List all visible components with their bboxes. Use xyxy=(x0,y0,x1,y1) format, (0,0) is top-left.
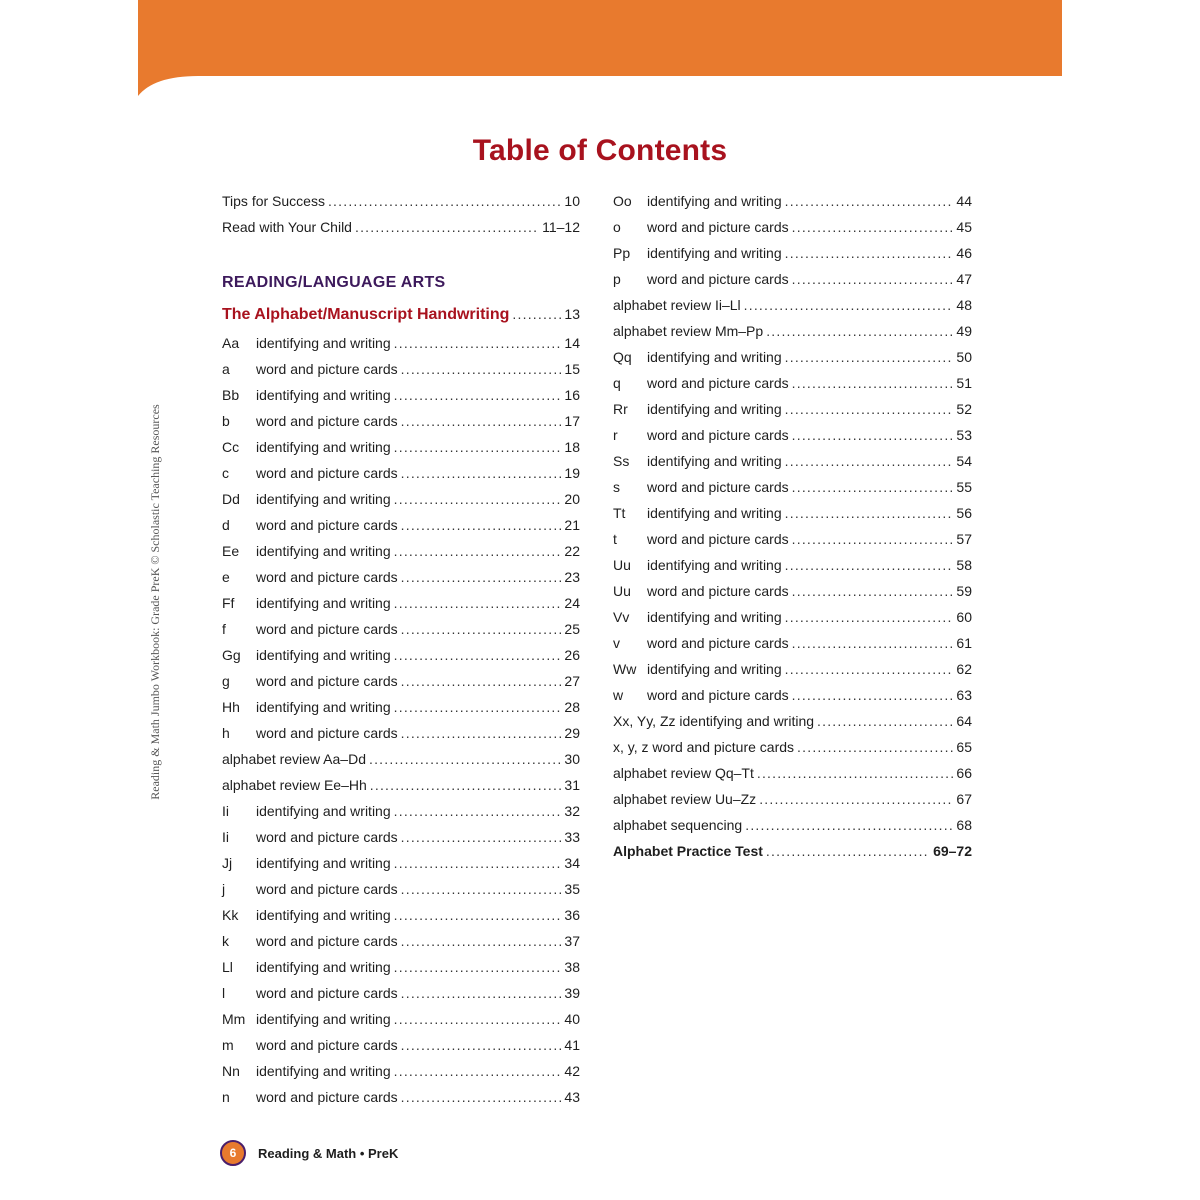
intro-list xyxy=(222,188,580,240)
dot-leader xyxy=(792,266,954,292)
toc-entry[interactable] xyxy=(613,630,972,656)
entry-label: word and picture cards xyxy=(647,375,789,391)
entry-label: alphabet review Mm–Pp xyxy=(613,323,764,339)
toc-entry[interactable] xyxy=(222,1032,580,1058)
entry-letter: w xyxy=(613,687,624,703)
entry-label: identifying and writing xyxy=(256,907,391,923)
entry-page: 42 xyxy=(564,1063,580,1079)
entry-page: 26 xyxy=(564,647,580,663)
toc-entry[interactable] xyxy=(222,486,580,512)
dot-leader xyxy=(401,460,562,486)
entry-label: alphabet review Uu–Zz xyxy=(613,791,757,807)
toc-entry[interactable] xyxy=(613,786,972,812)
entry-label: identifying and writing xyxy=(256,1011,391,1027)
dot-leader xyxy=(401,616,562,642)
entry-page: 18 xyxy=(564,439,580,455)
toc-entry[interactable] xyxy=(613,266,972,292)
toc-entry[interactable] xyxy=(222,642,580,668)
dot-leader xyxy=(766,318,953,344)
toc-entry[interactable] xyxy=(613,318,972,344)
toc-entry[interactable] xyxy=(222,876,580,902)
entry-page: 68 xyxy=(956,817,972,833)
dot-leader xyxy=(785,448,954,474)
entry-letter: Ee xyxy=(222,543,240,559)
entry-letter: s xyxy=(613,479,620,495)
entry-page: 58 xyxy=(956,557,972,573)
entry-page: 27 xyxy=(564,673,580,689)
dot-leader xyxy=(792,526,954,552)
entry-label: word and picture cards xyxy=(256,1089,398,1105)
toc-entry[interactable] xyxy=(613,448,972,474)
entry-label: word and picture cards xyxy=(256,985,398,1001)
entry-page: 35 xyxy=(564,881,580,897)
entry-label: word and picture cards xyxy=(256,465,398,481)
toc-right-column xyxy=(613,188,972,864)
dot-leader xyxy=(785,552,954,578)
dot-leader xyxy=(401,876,562,902)
entry-letter: Ff xyxy=(222,595,235,611)
entry-page: 16 xyxy=(564,387,580,403)
entry-page: 52 xyxy=(956,401,972,417)
dot-leader xyxy=(394,954,562,980)
toc-entry[interactable] xyxy=(613,682,972,708)
toc-left-column xyxy=(222,188,580,1110)
toc-entry[interactable] xyxy=(613,708,972,734)
dot-leader xyxy=(394,642,562,668)
entry-page: 44 xyxy=(956,193,972,209)
dot-leader xyxy=(401,928,562,954)
entry-page: 40 xyxy=(564,1011,580,1027)
subsection-page: 13 xyxy=(564,306,580,322)
toc-entry[interactable] xyxy=(613,240,972,266)
toc-entry[interactable] xyxy=(222,1058,580,1084)
entry-label: alphabet review Ee–Hh xyxy=(222,777,367,793)
dot-leader xyxy=(370,772,562,798)
entry-page: 54 xyxy=(956,453,972,469)
toc-entry[interactable] xyxy=(222,746,580,772)
toc-entry[interactable] xyxy=(613,422,972,448)
toc-entry[interactable] xyxy=(613,552,972,578)
entry-page: 69–72 xyxy=(933,843,972,859)
entry-label: word and picture cards xyxy=(647,271,789,287)
toc-entry[interactable] xyxy=(222,382,580,408)
dot-leader xyxy=(792,370,954,396)
dot-leader xyxy=(401,356,562,382)
entry-label: word and picture cards xyxy=(256,569,398,585)
entry-label: word and picture cards xyxy=(256,621,398,637)
entry-page: 43 xyxy=(564,1089,580,1105)
entry-letter: Bb xyxy=(222,387,240,403)
entry-page: 55 xyxy=(956,479,972,495)
entry-label: identifying and writing xyxy=(647,557,782,573)
footer-text: Reading & Math • PreK xyxy=(258,1145,399,1161)
entry-label: identifying and writing xyxy=(256,491,391,507)
entry-page: 66 xyxy=(956,765,972,781)
entry-page: 39 xyxy=(564,985,580,1001)
entry-page: 14 xyxy=(564,335,580,351)
dot-leader xyxy=(355,214,539,240)
dot-leader xyxy=(401,824,562,850)
entry-page: 57 xyxy=(956,531,972,547)
entry-label: word and picture cards xyxy=(256,413,398,429)
toc-entry[interactable] xyxy=(222,1084,580,1110)
entry-page: 17 xyxy=(564,413,580,429)
toc-entry[interactable] xyxy=(613,604,972,630)
toc-entry[interactable] xyxy=(222,214,580,240)
entry-page: 38 xyxy=(564,959,580,975)
entry-letter: a xyxy=(222,361,230,377)
entry-letter: k xyxy=(222,933,229,949)
entry-letter: Jj xyxy=(222,855,233,871)
entry-label: word and picture cards xyxy=(647,583,789,599)
dot-leader xyxy=(792,578,954,604)
left-entry-list xyxy=(222,330,580,1110)
dot-leader xyxy=(401,668,562,694)
dot-leader xyxy=(792,422,954,448)
dot-leader xyxy=(401,564,562,590)
dot-leader xyxy=(401,1032,562,1058)
toc-entry[interactable] xyxy=(613,838,972,864)
toc-entry[interactable] xyxy=(613,578,972,604)
toc-entry[interactable] xyxy=(222,798,580,824)
entry-page: 59 xyxy=(956,583,972,599)
entry-page: 45 xyxy=(956,219,972,235)
entry-label: identifying and writing xyxy=(647,505,782,521)
entry-page: 30 xyxy=(564,751,580,767)
entry-label: identifying and writing xyxy=(256,543,391,559)
entry-page: 50 xyxy=(956,349,972,365)
entry-page: 67 xyxy=(956,791,972,807)
entry-letter: l xyxy=(222,985,226,1001)
entry-letter: Rr xyxy=(613,401,628,417)
dot-leader xyxy=(785,656,954,682)
entry-page: 41 xyxy=(564,1037,580,1053)
entry-label: word and picture cards xyxy=(256,361,398,377)
entry-letter: d xyxy=(222,517,230,533)
dot-leader xyxy=(512,298,561,330)
entry-label: alphabet review Qq–Tt xyxy=(613,765,754,781)
entry-label: x, y, z word and picture cards xyxy=(613,739,795,755)
entry-label: identifying and writing xyxy=(256,699,391,715)
entry-label: identifying and writing xyxy=(647,453,782,469)
dot-leader xyxy=(394,538,562,564)
entry-letter: Oo xyxy=(613,193,632,209)
dot-leader xyxy=(394,902,562,928)
entry-letter: Nn xyxy=(222,1063,240,1079)
toc-entry[interactable] xyxy=(222,980,580,1006)
entry-letter: r xyxy=(613,427,618,443)
entry-page: 60 xyxy=(956,609,972,625)
entry-label: word and picture cards xyxy=(647,635,789,651)
entry-letter: f xyxy=(222,621,226,637)
section-title: READING/LANGUAGE ARTS xyxy=(222,274,446,291)
entry-label: word and picture cards xyxy=(256,725,398,741)
toc-entry[interactable] xyxy=(613,526,972,552)
toc-entry[interactable] xyxy=(222,720,580,746)
entry-page: 49 xyxy=(956,323,972,339)
entry-label: word and picture cards xyxy=(647,531,789,547)
entry-page: 65 xyxy=(956,739,972,755)
toc-entry[interactable] xyxy=(613,188,972,214)
entry-page: 22 xyxy=(564,543,580,559)
entry-label: Xx, Yy, Zz identifying and writing xyxy=(613,713,815,729)
toc-entry[interactable] xyxy=(222,590,580,616)
entry-page: 64 xyxy=(956,713,972,729)
toc-entry[interactable] xyxy=(613,812,972,838)
entry-letter: b xyxy=(222,413,230,429)
dot-leader xyxy=(401,512,562,538)
toc-entry[interactable] xyxy=(222,668,580,694)
toc-entry[interactable] xyxy=(222,694,580,720)
dot-leader xyxy=(394,434,562,460)
entry-label: identifying and writing xyxy=(256,803,391,819)
entry-letter: Ii xyxy=(222,803,229,819)
dot-leader xyxy=(797,734,953,760)
entry-letter: e xyxy=(222,569,230,585)
entry-label: Read with Your Child xyxy=(222,219,352,235)
entry-letter: o xyxy=(613,219,621,235)
entry-letter: Ll xyxy=(222,959,233,975)
entry-page: 62 xyxy=(956,661,972,677)
toc-entry[interactable] xyxy=(613,760,972,786)
entry-label: word and picture cards xyxy=(256,517,398,533)
dot-leader xyxy=(394,330,562,356)
entry-page: 24 xyxy=(564,595,580,611)
entry-letter: q xyxy=(613,375,621,391)
entry-label: word and picture cards xyxy=(647,479,789,495)
entry-label: word and picture cards xyxy=(647,219,789,235)
dot-leader xyxy=(785,344,954,370)
entry-page: 28 xyxy=(564,699,580,715)
entry-letter: m xyxy=(222,1037,234,1053)
subsection-entry[interactable] xyxy=(222,298,580,330)
dot-leader xyxy=(785,500,954,526)
right-entry-list xyxy=(613,188,972,864)
dot-leader xyxy=(817,708,953,734)
entry-page: 63 xyxy=(956,687,972,703)
dot-leader xyxy=(394,1058,562,1084)
entry-letter: Gg xyxy=(222,647,241,663)
entry-letter: Vv xyxy=(613,609,630,625)
toc-entry[interactable] xyxy=(222,616,580,642)
entry-page: 47 xyxy=(956,271,972,287)
toc-entry[interactable] xyxy=(613,656,972,682)
dot-leader xyxy=(394,590,562,616)
entry-page: 29 xyxy=(564,725,580,741)
toc-entry[interactable] xyxy=(613,344,972,370)
entry-label: identifying and writing xyxy=(256,595,391,611)
entry-label: alphabet sequencing xyxy=(613,817,743,833)
toc-entry[interactable] xyxy=(222,902,580,928)
entry-letter: n xyxy=(222,1089,230,1105)
dot-leader xyxy=(394,1006,562,1032)
toc-entry[interactable] xyxy=(613,474,972,500)
entry-label: Alphabet Practice Test xyxy=(613,843,763,859)
entry-label: identifying and writing xyxy=(647,609,782,625)
dot-leader xyxy=(785,604,954,630)
entry-label: word and picture cards xyxy=(256,881,398,897)
entry-page: 61 xyxy=(956,635,972,651)
entry-letter: Ww xyxy=(613,661,637,677)
dot-leader xyxy=(757,760,954,786)
entry-label: word and picture cards xyxy=(256,673,398,689)
dot-leader xyxy=(792,630,954,656)
entry-label: alphabet review Aa–Dd xyxy=(222,751,366,767)
dot-leader xyxy=(394,382,562,408)
entry-label: identifying and writing xyxy=(256,855,391,871)
subsection-label: The Alphabet/Manuscript Handwriting xyxy=(222,306,510,323)
entry-letter: Kk xyxy=(222,907,239,923)
entry-label: identifying and writing xyxy=(256,439,391,455)
entry-page: 15 xyxy=(564,361,580,377)
toc-entry[interactable] xyxy=(222,928,580,954)
toc-entry[interactable] xyxy=(222,564,580,590)
entry-letter: Aa xyxy=(222,335,240,351)
entry-label: identifying and writing xyxy=(256,387,391,403)
entry-label: identifying and writing xyxy=(256,1063,391,1079)
entry-page: 10 xyxy=(564,193,580,209)
entry-page: 21 xyxy=(564,517,580,533)
toc-entry[interactable] xyxy=(613,292,972,318)
entry-label: identifying and writing xyxy=(647,245,782,261)
entry-letter: c xyxy=(222,465,229,481)
entry-label: word and picture cards xyxy=(256,829,398,845)
entry-letter: Hh xyxy=(222,699,240,715)
dot-leader xyxy=(401,408,562,434)
entry-page: 23 xyxy=(564,569,580,585)
dot-leader xyxy=(792,214,954,240)
banner-shape xyxy=(138,0,1062,96)
dot-leader xyxy=(394,850,562,876)
page-footer xyxy=(220,1138,398,1168)
toc-entry[interactable] xyxy=(222,1006,580,1032)
entry-label: identifying and writing xyxy=(256,647,391,663)
entry-letter: Cc xyxy=(222,439,240,455)
dot-leader xyxy=(328,188,561,214)
entry-letter: Tt xyxy=(613,505,626,521)
entry-letter: t xyxy=(613,531,617,547)
entry-letter: Uu xyxy=(613,583,631,599)
page-number-badge: 6 xyxy=(220,1140,246,1166)
entry-letter: h xyxy=(222,725,230,741)
entry-page: 33 xyxy=(564,829,580,845)
entry-letter: Mm xyxy=(222,1011,246,1027)
toc-entry[interactable] xyxy=(222,512,580,538)
page-title: Table of Contents xyxy=(472,134,728,167)
toc-entry[interactable] xyxy=(613,370,972,396)
entry-label: identifying and writing xyxy=(256,959,391,975)
entry-letter: j xyxy=(222,881,226,897)
entry-letter: Ss xyxy=(613,453,630,469)
dot-leader xyxy=(745,812,953,838)
toc-entry[interactable] xyxy=(222,772,580,798)
dot-leader xyxy=(369,746,561,772)
entry-label: identifying and writing xyxy=(647,193,782,209)
toc-entry[interactable] xyxy=(222,434,580,460)
side-credit: Reading & Math Jumbo Workbook: Grade PreK © Scholastic Teaching Resources xyxy=(148,404,162,800)
entry-page: 32 xyxy=(564,803,580,819)
entry-letter: g xyxy=(222,673,230,689)
entry-label: word and picture cards xyxy=(256,1037,398,1053)
toc-entry[interactable] xyxy=(222,330,580,356)
entry-page: 36 xyxy=(564,907,580,923)
entry-page: 11–12 xyxy=(542,219,580,235)
entry-label: identifying and writing xyxy=(647,349,782,365)
toc-entry[interactable] xyxy=(222,356,580,382)
toc-entry[interactable] xyxy=(613,396,972,422)
entry-label: word and picture cards xyxy=(647,687,789,703)
entry-label: identifying and writing xyxy=(647,661,782,677)
entry-letter: Ii xyxy=(222,829,229,845)
dot-leader xyxy=(785,240,954,266)
entry-page: 51 xyxy=(956,375,972,391)
entry-label: word and picture cards xyxy=(647,427,789,443)
entry-label: identifying and writing xyxy=(256,335,391,351)
entry-label: identifying and writing xyxy=(647,401,782,417)
toc-entry[interactable] xyxy=(613,734,972,760)
dot-leader xyxy=(759,786,953,812)
entry-page: 34 xyxy=(564,855,580,871)
toc-entry[interactable] xyxy=(222,460,580,486)
toc-entry[interactable] xyxy=(222,954,580,980)
dot-leader xyxy=(785,188,954,214)
entry-letter: v xyxy=(613,635,620,651)
toc-entry[interactable] xyxy=(222,538,580,564)
dot-leader xyxy=(792,682,954,708)
entry-page: 19 xyxy=(564,465,580,481)
entry-label: alphabet review Ii–Ll xyxy=(613,297,741,313)
toc-entry[interactable] xyxy=(222,850,580,876)
entry-page: 31 xyxy=(564,777,580,793)
dot-leader xyxy=(394,798,562,824)
entry-letter: Dd xyxy=(222,491,240,507)
dot-leader xyxy=(744,292,954,318)
entry-page: 56 xyxy=(956,505,972,521)
entry-page: 20 xyxy=(564,491,580,507)
entry-page: 37 xyxy=(564,933,580,949)
toc-entry[interactable] xyxy=(222,188,580,214)
entry-letter: Uu xyxy=(613,557,631,573)
entry-page: 25 xyxy=(564,621,580,637)
dot-leader xyxy=(766,838,930,864)
entry-label: word and picture cards xyxy=(256,933,398,949)
entry-page: 46 xyxy=(956,245,972,261)
dot-leader xyxy=(401,980,562,1006)
spacer xyxy=(222,240,580,266)
entry-page: 53 xyxy=(956,427,972,443)
toc-entry[interactable] xyxy=(222,824,580,850)
entry-label: Tips for Success xyxy=(222,193,325,209)
entry-letter: Pp xyxy=(613,245,631,261)
dot-leader xyxy=(401,1084,562,1110)
dot-leader xyxy=(792,474,954,500)
dot-leader xyxy=(785,396,954,422)
dot-leader xyxy=(401,720,562,746)
entry-letter: Qq xyxy=(613,349,632,365)
dot-leader xyxy=(394,486,562,512)
toc-entry[interactable] xyxy=(613,500,972,526)
toc-entry[interactable] xyxy=(613,214,972,240)
entry-letter: p xyxy=(613,271,621,287)
top-banner xyxy=(138,0,1062,96)
toc-entry[interactable] xyxy=(222,408,580,434)
dot-leader xyxy=(394,694,562,720)
entry-page: 48 xyxy=(956,297,972,313)
